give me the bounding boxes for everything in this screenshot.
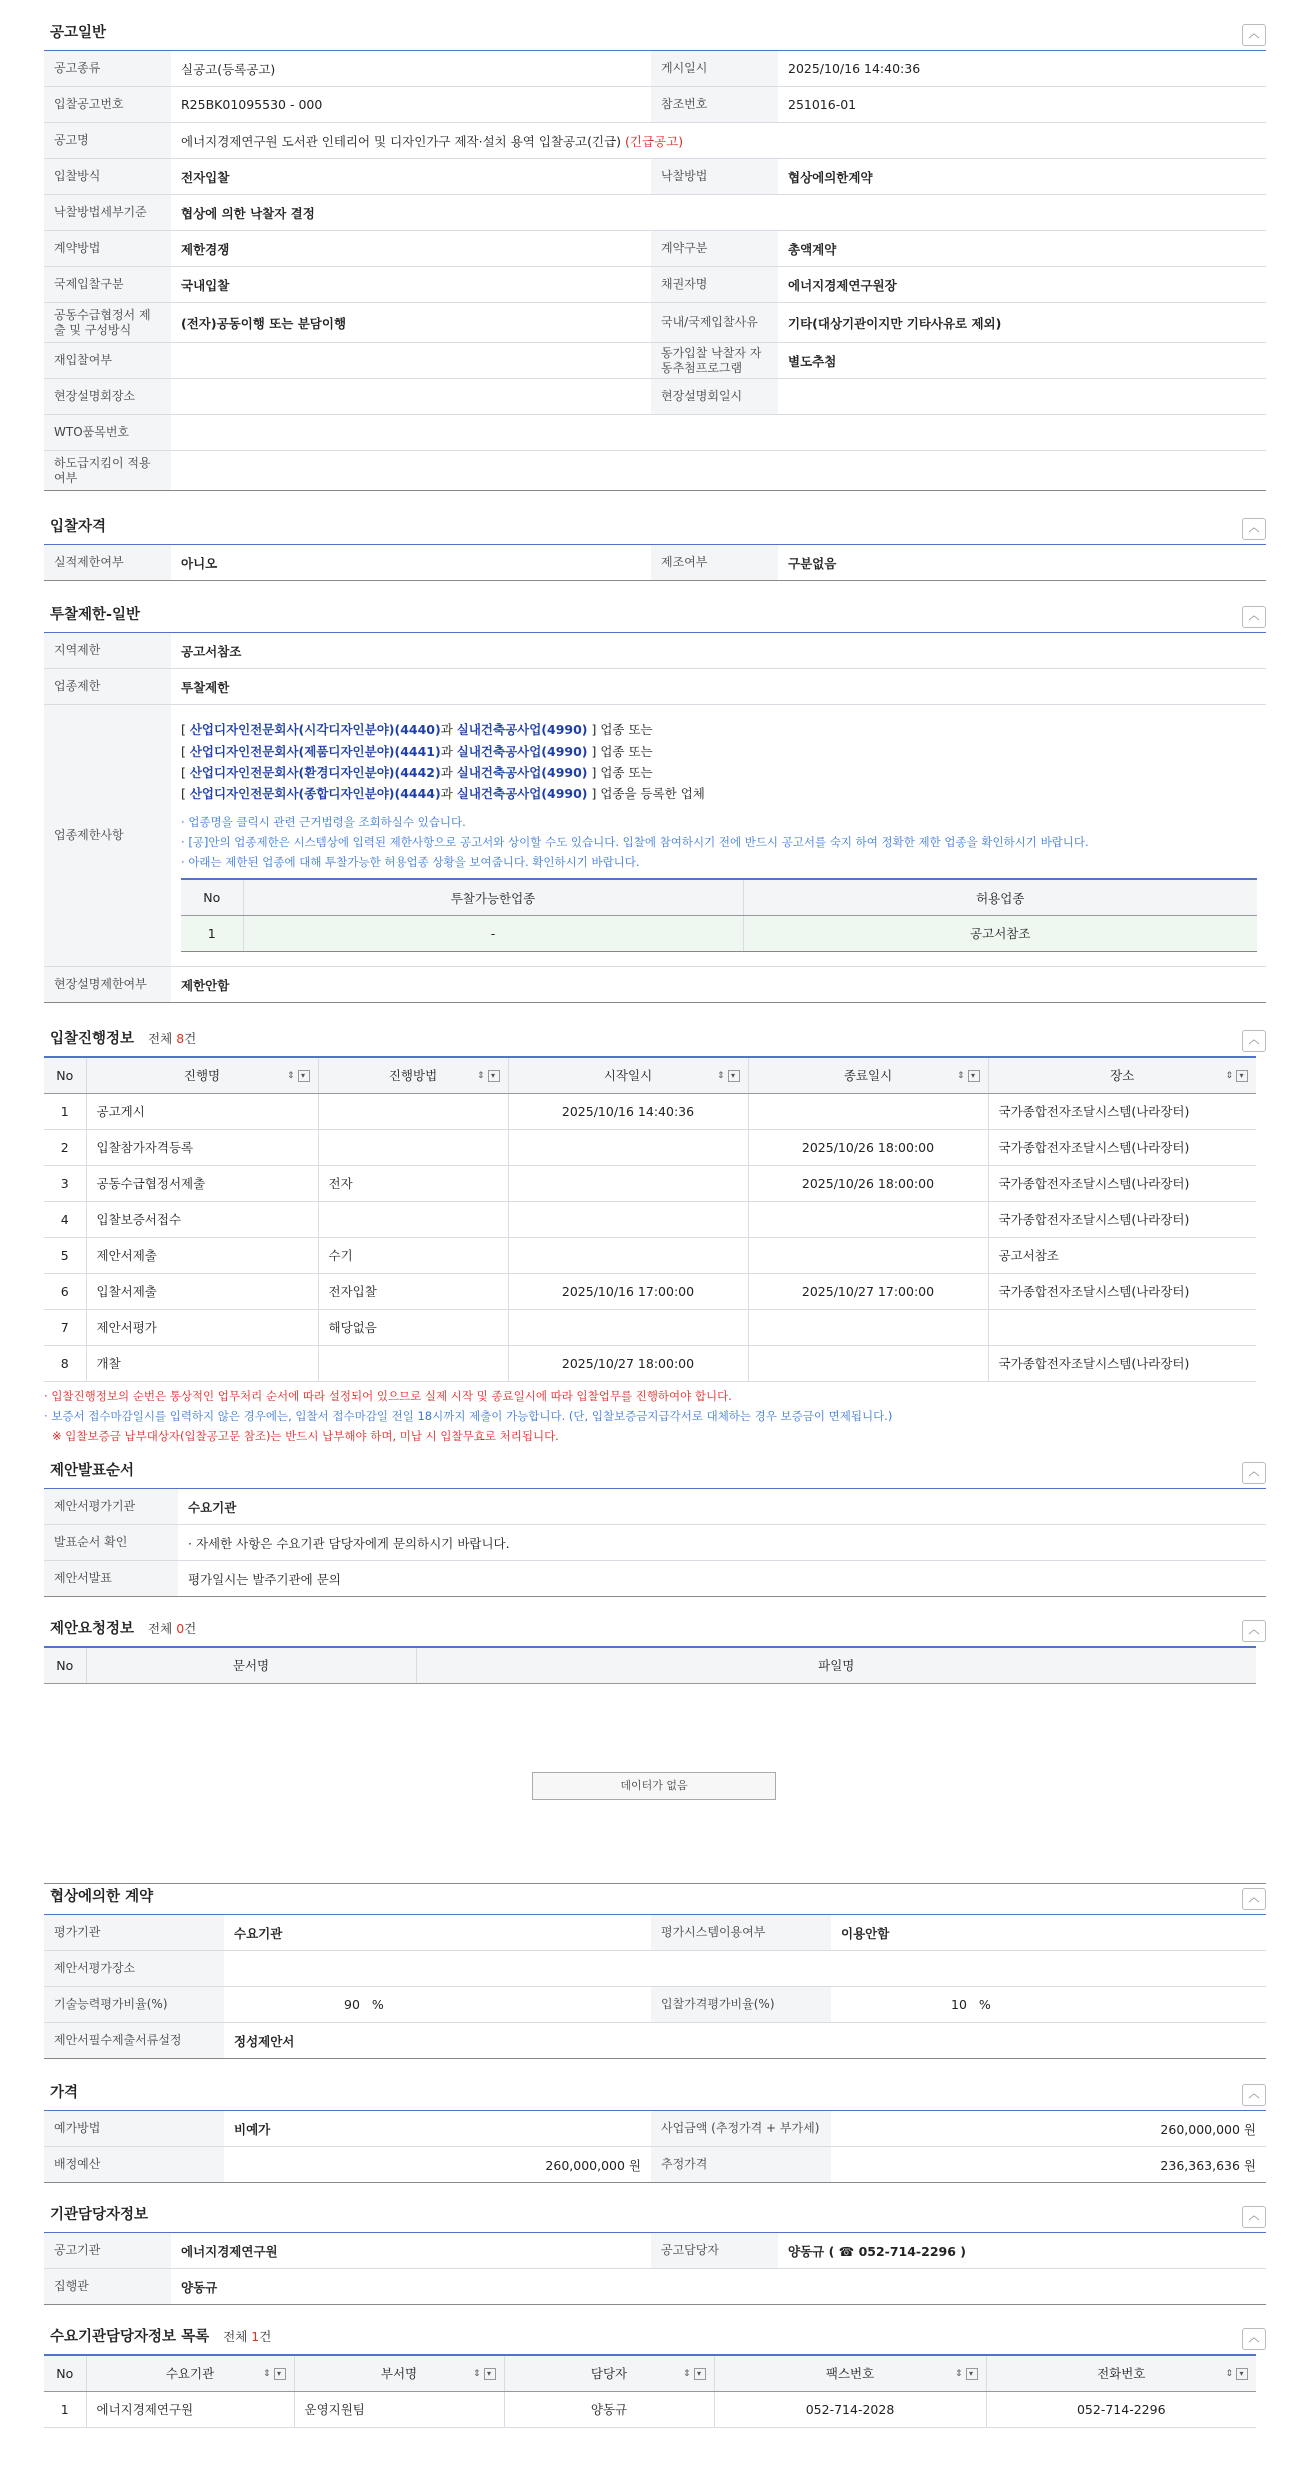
s1-rows-award-l: 낙찰방법 [651, 159, 778, 195]
s7-tech-v: 90 [344, 1997, 360, 2012]
table-cell: 국가종합전자조달시스템(나라장터) [988, 1345, 1256, 1381]
sort-icon[interactable]: ⇕ ▾ [287, 1070, 310, 1082]
table-row [44, 1129, 1256, 1165]
section-contact [44, 2198, 1266, 2305]
s7-sys-v: 이용안함 [831, 1915, 1266, 1951]
section-bid-progress [44, 1022, 1266, 1446]
s2-perf-l: 실적제한여부 [44, 545, 171, 581]
s1-rows-award-v: 협상에의한계약 [778, 159, 1266, 195]
s3-sub-r-2: 공고서참조 [743, 915, 1257, 951]
industry-link[interactable]: 실내건축공사업(4990) [456, 743, 588, 759]
chevron-up-icon[interactable]: ︿ [1242, 1462, 1266, 1484]
urgent-badge: (긴급공고) [625, 133, 684, 149]
s3-notes-1: [공]안의 업종제한은 시스템상에 입력된 제한사항으로 공고서와 상이할 수도 있습니다. 입찰에 참여하시기 전에 반드시 공고서를 숙지 하여 정확한 제한 업종을 확인하시기 바랍니다. [188, 835, 1089, 850]
sort-icon[interactable]: ⇕ ▾ [477, 1070, 500, 1082]
table-cell: 052-714-2296 [986, 2391, 1256, 2427]
table-cell: 2025/10/16 14:40:36 [508, 1093, 748, 1129]
s1-rows-bidm-v: 전자입찰 [171, 159, 651, 195]
s7-doc-v: 정성제안서 [224, 2023, 1266, 2059]
s1-rows-rebid-v [171, 343, 651, 379]
table-row [44, 1309, 1256, 1345]
table-cell [318, 1093, 508, 1129]
chevron-up-icon[interactable]: ︿ [1242, 518, 1266, 540]
s9-mgr-l: 공고담당자 [651, 2233, 778, 2269]
column-header[interactable]: 수요기관 ⇕ ▾ [86, 2355, 294, 2391]
column-header[interactable]: 팩스번호 ⇕ ▾ [714, 2355, 986, 2391]
table-row [44, 1273, 1256, 1309]
note-2: · [공]안의 업종제한은 시스템상에 입력된 제한사항으로 공고서와 상이할 수도 있습니다. 입찰에 참여하시기 전에 반드시 공고서를 숙지 하여 정확한 제한 업종을 확인하시기 바랍니다. [181, 835, 1089, 850]
s5-chk-v: 자세한 사항은 수요기관 담당자에게 문의하시기 바랍니다. [195, 1535, 510, 1551]
table-cell: 국가종합전자조달시스템(나라장터) [988, 1165, 1256, 1201]
s1-rows-sub-l: 하도급지킴이 적용여부 [44, 451, 171, 491]
sort-icon[interactable]: ⇕ ▾ [717, 1070, 740, 1082]
s3-notes-0: 업종명을 클릭시 관련 근거법령을 조회하실수 있습니다. [188, 815, 466, 830]
table-row [44, 2391, 1256, 2427]
s1-rows-post-l: 게시일시 [651, 51, 778, 87]
column-header[interactable]: 종료일시 ⇕ ▾ [748, 1057, 988, 1093]
note-3: · 아래는 제한된 업종에 대해 투찰가능한 허용업종 상황을 보여줍니다. 확인하시기 바랍니다. [181, 855, 640, 870]
s1-rows-reason-l: 국내/국제입찰사유 [651, 303, 778, 343]
industry-line: [ 산업디자인전문회사(종합디자인분야)(4444)과 실내건축공사업(4990) ] 업종을 등록한 업체 [181, 786, 705, 801]
section-demand-contacts [44, 2320, 1266, 2428]
s3-notes-2: 아래는 제한된 업종에 대해 투찰가능한 허용업종 상황을 보여줍니다. 확인하시기 바랍니다. [188, 855, 640, 870]
s3-region-l: 지역제한 [44, 633, 171, 669]
allowed-industry-table [181, 878, 1257, 952]
industry-line: [ 산업디자인전문회사(제품디자인분야)(4441)과 실내건축공사업(4990) ] 업종 또는 [181, 743, 653, 759]
s2-perf-v: 아니오 [171, 545, 651, 581]
s1-rows-owner-v: 에너지경제연구원장 [778, 267, 1266, 303]
s3-ind-v: 투찰제한 [171, 669, 1266, 705]
s9-title: 기관담당자정보 [50, 2207, 149, 2223]
s9-exe-v: 양동규 [171, 2269, 1266, 2305]
column-header[interactable]: 시작일시 ⇕ ▾ [508, 1057, 748, 1093]
section-proposal-request [44, 1612, 1266, 1884]
s9-exe-l: 집행관 [44, 2269, 171, 2305]
section-bid-restriction [44, 598, 1266, 1003]
proposal-table [44, 1646, 1256, 1684]
s7-price-v: 10 [951, 1997, 967, 2012]
table-cell [748, 1093, 988, 1129]
table-cell: 전자 [318, 1165, 508, 1201]
table-row [44, 1201, 1256, 1237]
industry-line: [ 산업디자인전문회사(시각디자인분야)(4440)과 실내건축공사업(4990) ] 업종 또는 [181, 722, 653, 738]
s3-ind-l: 업종제한 [44, 669, 171, 705]
s7-place-l: 제안서평가장소 [44, 1951, 224, 1987]
table-cell [748, 1201, 988, 1237]
s3-onsite-v: 제한안함 [171, 967, 1266, 1003]
table-cell: 개찰 [86, 1345, 318, 1381]
s7-tech-l: 기술능력평가비율(%) [44, 1987, 224, 2023]
s1-rows-ref-v: 251016-01 [778, 87, 1266, 123]
table-cell: 입찰서제출 [86, 1273, 318, 1309]
s8-est-v: 236,363,636 원 [831, 2147, 1266, 2183]
table-row [44, 1345, 1256, 1381]
s1-rows-no-l: 입찰공고번호 [44, 87, 171, 123]
s9-mgr-v: 양동규 ( ☎ 052-714-2296 ) [778, 2233, 1266, 2269]
s2-mfg-v: 구분없음 [778, 545, 1266, 581]
table-cell [748, 1345, 988, 1381]
section-negotiation [44, 1880, 1266, 2059]
s1-rows-auto-l: 동가입찰 낙찰자 자동추첨프로그램 [651, 343, 778, 379]
column-header[interactable]: 부서명 ⇕ ▾ [294, 2355, 504, 2391]
s10-count-label: 전체 [223, 2329, 248, 2344]
sort-icon[interactable]: ⇕ ▾ [1225, 2368, 1248, 2380]
table-cell: 1 [44, 1093, 86, 1129]
table-cell: 운영지원팀 [294, 2391, 504, 2427]
table-cell [748, 1309, 988, 1345]
chevron-up-icon[interactable]: ︿ [1242, 2328, 1266, 2350]
table-cell: 4 [44, 1201, 86, 1237]
table-cell: 2025/10/16 17:00:00 [508, 1273, 748, 1309]
column-header[interactable]: 진행방법 ⇕ ▾ [318, 1057, 508, 1093]
table-cell [508, 1201, 748, 1237]
industry-link[interactable]: 산업디자인전문회사(종합디자인분야)(4444) [189, 786, 441, 801]
s5-org-v: 수요기관 [178, 1489, 1266, 1525]
s1-rows-intl-v: 국내입찰 [171, 267, 651, 303]
table-cell: 6 [44, 1273, 86, 1309]
section-title: 공고일반 [50, 25, 107, 41]
table-cell [508, 1237, 748, 1273]
chevron-up-icon[interactable]: ︿ [1242, 2206, 1266, 2228]
table-cell: 국가종합전자조달시스템(나라장터) [988, 1093, 1256, 1129]
sort-icon[interactable]: ⇕ ▾ [955, 2368, 978, 2380]
s9-org-v: 에너지경제연구원 [171, 2233, 651, 2269]
s1-rows-no-v: R25BK01095530 - 000 [171, 87, 651, 123]
s3-sub-h-1: 투찰가능한업종 [243, 879, 743, 915]
chevron-up-icon[interactable]: ︿ [1242, 1888, 1266, 1910]
s4-count-unit: 건 [184, 1031, 197, 1046]
column-header: No [44, 1057, 86, 1093]
chevron-up-icon[interactable]: ︿ [1242, 24, 1266, 46]
s1-rows-intl-l: 국제입찰구분 [44, 267, 171, 303]
section-presentation-order: 제안발표순서 ︿ 제안서평가기관 수요기관 발표순서 확인 · 자세한 사항은 수요기관 담당자에게 문의하시기 바랍니다. 제안서발표 평가일시는 발주기관에 문의 [44, 1454, 1266, 1597]
s4-warn1: 입찰진행정보의 순번은 통상적인 업무처리 순서에 따라 설정되어 있으므로 실제 시작 및 종료일시에 따라 입찰업무를 진행하여야 합니다. [51, 1388, 732, 1403]
notice-title: 에너지경제연구원 도서관 인테리어 및 디자인가구 제작·설치 용역 입찰공고(긴급) [181, 133, 622, 149]
table-cell: 국가종합전자조달시스템(나라장터) [988, 1129, 1256, 1165]
chevron-up-icon[interactable]: ︿ [1242, 606, 1266, 628]
warning-3: ※ 입찰보증금 납부대상자(입찰공고문 참조)는 반드시 납부해야 하며, 미납 시 입찰무효로 처리됩니다. [52, 1428, 559, 1443]
s6-count-label: 전체 [148, 1621, 173, 1636]
table-cell: 국가종합전자조달시스템(나라장터) [988, 1273, 1256, 1309]
chevron-up-icon[interactable]: ︿ [1242, 2084, 1266, 2106]
s10-title: 수요기관담당자정보 목록 [50, 2329, 210, 2345]
s6-heads-0: No [44, 1647, 86, 1683]
s6-count-unit: 건 [184, 1621, 197, 1636]
s1-rows-kind-v: 실공고(등록공고) [171, 51, 651, 87]
table-cell: 국가종합전자조달시스템(나라장터) [988, 1201, 1256, 1237]
s1-rows-site-l: 현장설명회장소 [44, 379, 171, 415]
table-row [44, 1093, 1256, 1129]
s1-rows-auto-v: 별도추첨 [778, 343, 1266, 379]
warning-1: · 입찰진행정보의 순번은 통상적인 업무처리 순서에 따라 설정되어 있으므로 실제 시작 및 종료일시에 따라 입찰업무를 진행하여야 합니다. [44, 1388, 732, 1403]
industry-link[interactable]: 실내건축공사업(4990) [456, 764, 588, 780]
table-cell: 공동수급협정서제출 [86, 1165, 318, 1201]
table-cell: 제안서평가 [86, 1309, 318, 1345]
s1-rows-ct-l: 계약구분 [651, 231, 778, 267]
s4-count-label: 전체 [148, 1031, 173, 1046]
s1-rows-ct-v: 총액계약 [778, 231, 1266, 267]
demand-table [44, 2354, 1256, 2428]
chevron-up-icon[interactable]: ︿ [1242, 1030, 1266, 1052]
s7-ev-v: 수요기관 [224, 1915, 651, 1951]
s5-org-l: 제안서평가기관 [44, 1489, 178, 1525]
s7-price-l: 입찰가격평가비율(%) [651, 1987, 831, 2023]
s1-rows-joint-l: 공동수급협정서 제출 및 구성방식 [44, 303, 171, 343]
note-1: · 업종명을 클릭시 관련 근거법령을 조회하실수 있습니다. [181, 815, 466, 830]
table-cell: 에너지경제연구원 [86, 2391, 294, 2427]
industry-line: [ 산업디자인전문회사(환경디자인분야)(4442)과 실내건축공사업(4990) ] 업종 또는 [181, 764, 653, 780]
table-cell [318, 1129, 508, 1165]
industry-link[interactable]: 산업디자인전문회사(제품디자인분야)(4441) [189, 743, 441, 759]
s6-heads-1: 문서명 [86, 1647, 416, 1683]
table-cell: 해당없음 [318, 1309, 508, 1345]
table-cell: 공고게시 [86, 1093, 318, 1129]
table-cell: 2025/10/27 17:00:00 [748, 1273, 988, 1309]
column-header[interactable]: 전화번호 ⇕ ▾ [986, 2355, 1256, 2391]
column-header[interactable]: 담당자 ⇕ ▾ [504, 2355, 714, 2391]
s1-rows-sitet-v [778, 379, 1266, 415]
s8-pm-v: 비예가 [224, 2111, 651, 2147]
s1-rows-awardd-v: 협상에 의한 낙찰자 결정 [171, 195, 1266, 231]
industry-link[interactable]: 산업디자인전문회사(시각디자인분야)(4440) [189, 722, 441, 738]
s3-sub-r-1: - [243, 915, 743, 951]
s1-rows-wto-l: WTO품목번호 [44, 415, 171, 451]
industry-link[interactable]: 실내건축공사업(4990) [456, 786, 588, 801]
s3-onsite-l: 현장설명제한여부 [44, 967, 171, 1003]
table-cell: 2025/10/26 18:00:00 [748, 1165, 988, 1201]
table-cell [988, 1309, 1256, 1345]
s1-rows-owner-l: 채권자명 [651, 267, 778, 303]
s8-biz-v: 260,000,000 원 [831, 2111, 1266, 2147]
s1-rows-sub-v [171, 451, 1266, 491]
sort-icon[interactable]: ⇕ ▾ [473, 2368, 496, 2380]
s2-title: 입찰자격 [50, 519, 107, 535]
table-cell: 1 [44, 2391, 86, 2427]
s1-rows-sitet-l: 현장설명회일시 [651, 379, 778, 415]
industry-link[interactable]: 실내건축공사업(4990) [456, 722, 588, 738]
sort-icon[interactable]: ⇕ ▾ [263, 2368, 286, 2380]
s6-heads-2: 파일명 [416, 1647, 1256, 1683]
sort-icon[interactable]: ⇕ ▾ [1225, 1070, 1248, 1082]
s1-rows-kind-l: 공고종류 [44, 51, 171, 87]
s5-pres-l: 제안서발표 [44, 1561, 178, 1597]
table-cell: 공고서참조 [988, 1237, 1256, 1273]
table-cell: 2025/10/27 18:00:00 [508, 1345, 748, 1381]
table-cell: 전자입찰 [318, 1273, 508, 1309]
s8-bud-l: 배정예산 [44, 2147, 224, 2183]
s8-bud-v: 260,000,000 원 [224, 2147, 651, 2183]
table-cell: 2 [44, 1129, 86, 1165]
table-cell: 제안서제출 [86, 1237, 318, 1273]
table-row [44, 1165, 1256, 1201]
chevron-up-icon[interactable]: ︿ [1242, 1620, 1266, 1642]
table-cell: 7 [44, 1309, 86, 1345]
column-header[interactable]: 장소 ⇕ ▾ [988, 1057, 1256, 1093]
column-header: No [44, 2355, 86, 2391]
s4-warn2: 보증서 접수마감일시를 입력하지 않은 경우에는, 입찰서 접수마감일 전일 18시까지 제출이 가능합니다. (단, 입찰보증금지급각서로 대체하는 경우 보증금이 면제됩니다.) [51, 1408, 893, 1423]
table-cell: 2025/10/26 18:00:00 [748, 1129, 988, 1165]
s9-org-l: 공고기관 [44, 2233, 171, 2269]
table-cell: 8 [44, 1345, 86, 1381]
s3-sub-r-0: 1 [181, 915, 243, 951]
table-cell [508, 1309, 748, 1345]
s1-rows-wto-v [171, 415, 1266, 451]
table-cell: 3 [44, 1165, 86, 1201]
s3-region-v: 공고서참조 [171, 633, 1266, 669]
s5-chk-l: 발표순서 확인 [44, 1525, 178, 1561]
section-price [44, 2076, 1266, 2183]
table-cell: 입찰보증서접수 [86, 1201, 318, 1237]
s1-rows-bidm-l: 입찰방식 [44, 159, 171, 195]
industry-link[interactable]: 산업디자인전문회사(환경디자인분야)(4442) [189, 764, 441, 780]
table-cell [318, 1201, 508, 1237]
s3-sub-h-0: No [181, 879, 243, 915]
s10-count-unit: 건 [259, 2329, 272, 2344]
s7-sys-l: 평가시스템이용여부 [651, 1915, 831, 1951]
table-cell [508, 1129, 748, 1165]
s3-sub-h-2: 허용업종 [743, 879, 1257, 915]
s7-pct: % [371, 1997, 384, 2012]
sort-icon[interactable]: ⇕ ▾ [957, 1070, 980, 1082]
s6-title: 제안요청정보 [50, 1621, 135, 1637]
s1-rows-reason-v: 기타(대상기관이지만 기타사유로 제외) [778, 303, 1266, 343]
s1-rows-joint-v: (전자)공동이행 또는 분담이행 [171, 303, 651, 343]
s1-rows-rebid-l: 재입찰여부 [44, 343, 171, 379]
s8-est-l: 추정가격 [651, 2147, 831, 2183]
s6-count: 0 [176, 1621, 185, 1636]
sort-icon[interactable]: ⇕ ▾ [683, 2368, 706, 2380]
empty-message: 데이터가 없음 [532, 1772, 776, 1800]
table-cell: 양동규 [504, 2391, 714, 2427]
table-cell: 입찰참가자격등록 [86, 1129, 318, 1165]
s7-pct: % [978, 1997, 991, 2012]
table-cell: 5 [44, 1237, 86, 1273]
s3-items-l: 업종제한사항 [44, 705, 171, 967]
s5-title: 제안발표순서 [50, 1463, 135, 1479]
s1-rows-cm-l: 계약방법 [44, 231, 171, 267]
s1-rows-awardd-l: 낙찰방법세부기준 [44, 195, 171, 231]
warning-2: · 보증서 접수마감일시를 입력하지 않은 경우에는, 입찰서 접수마감일 전일 18시까지 제출이 가능합니다. (단, 입찰보증금지급각서로 대체하는 경우 보증금이 면제됩니다.) [44, 1408, 893, 1423]
s1-rows-cm-v: 제한경쟁 [171, 231, 651, 267]
s7-title: 협상에의한 계약 [50, 1889, 154, 1905]
table-cell [748, 1237, 988, 1273]
table-cell [508, 1165, 748, 1201]
s1-rows-site-v [171, 379, 651, 415]
section-qualification [44, 510, 1266, 581]
s5-pres-v: 평가일시는 발주기관에 문의 [178, 1561, 1266, 1597]
s8-biz-l: 사업금액 (추정가격 + 부가세) [651, 2111, 831, 2147]
s1-rows-ref-l: 참조번호 [651, 87, 778, 123]
column-header[interactable]: 진행명 ⇕ ▾ [86, 1057, 318, 1093]
s8-title: 가격 [50, 2085, 79, 2101]
s4-count: 8 [176, 1031, 185, 1046]
table-cell: 052-714-2028 [714, 2391, 986, 2427]
s7-place-v [224, 1951, 1266, 1987]
general-table [44, 50, 1266, 491]
s10-count: 1 [251, 2329, 260, 2344]
table-cell: 수기 [318, 1237, 508, 1273]
s3-title: 투찰제한-일반 [50, 607, 141, 623]
table-cell [318, 1345, 508, 1381]
progress-table [44, 1056, 1256, 1382]
s1-rows-name-l: 공고명 [44, 123, 171, 159]
s7-doc-l: 제안서필수제출서류설정 [44, 2023, 224, 2059]
s2-mfg-l: 제조여부 [651, 545, 778, 581]
s8-pm-l: 예가방법 [44, 2111, 224, 2147]
s1-rows-post-v: 2025/10/16 14:40:36 [778, 51, 1266, 87]
s4-title: 입찰진행정보 [50, 1031, 135, 1047]
industry-lines [181, 719, 1256, 804]
s7-ev-l: 평가기관 [44, 1915, 224, 1951]
table-row [44, 1237, 1256, 1273]
section-general [44, 16, 1266, 491]
